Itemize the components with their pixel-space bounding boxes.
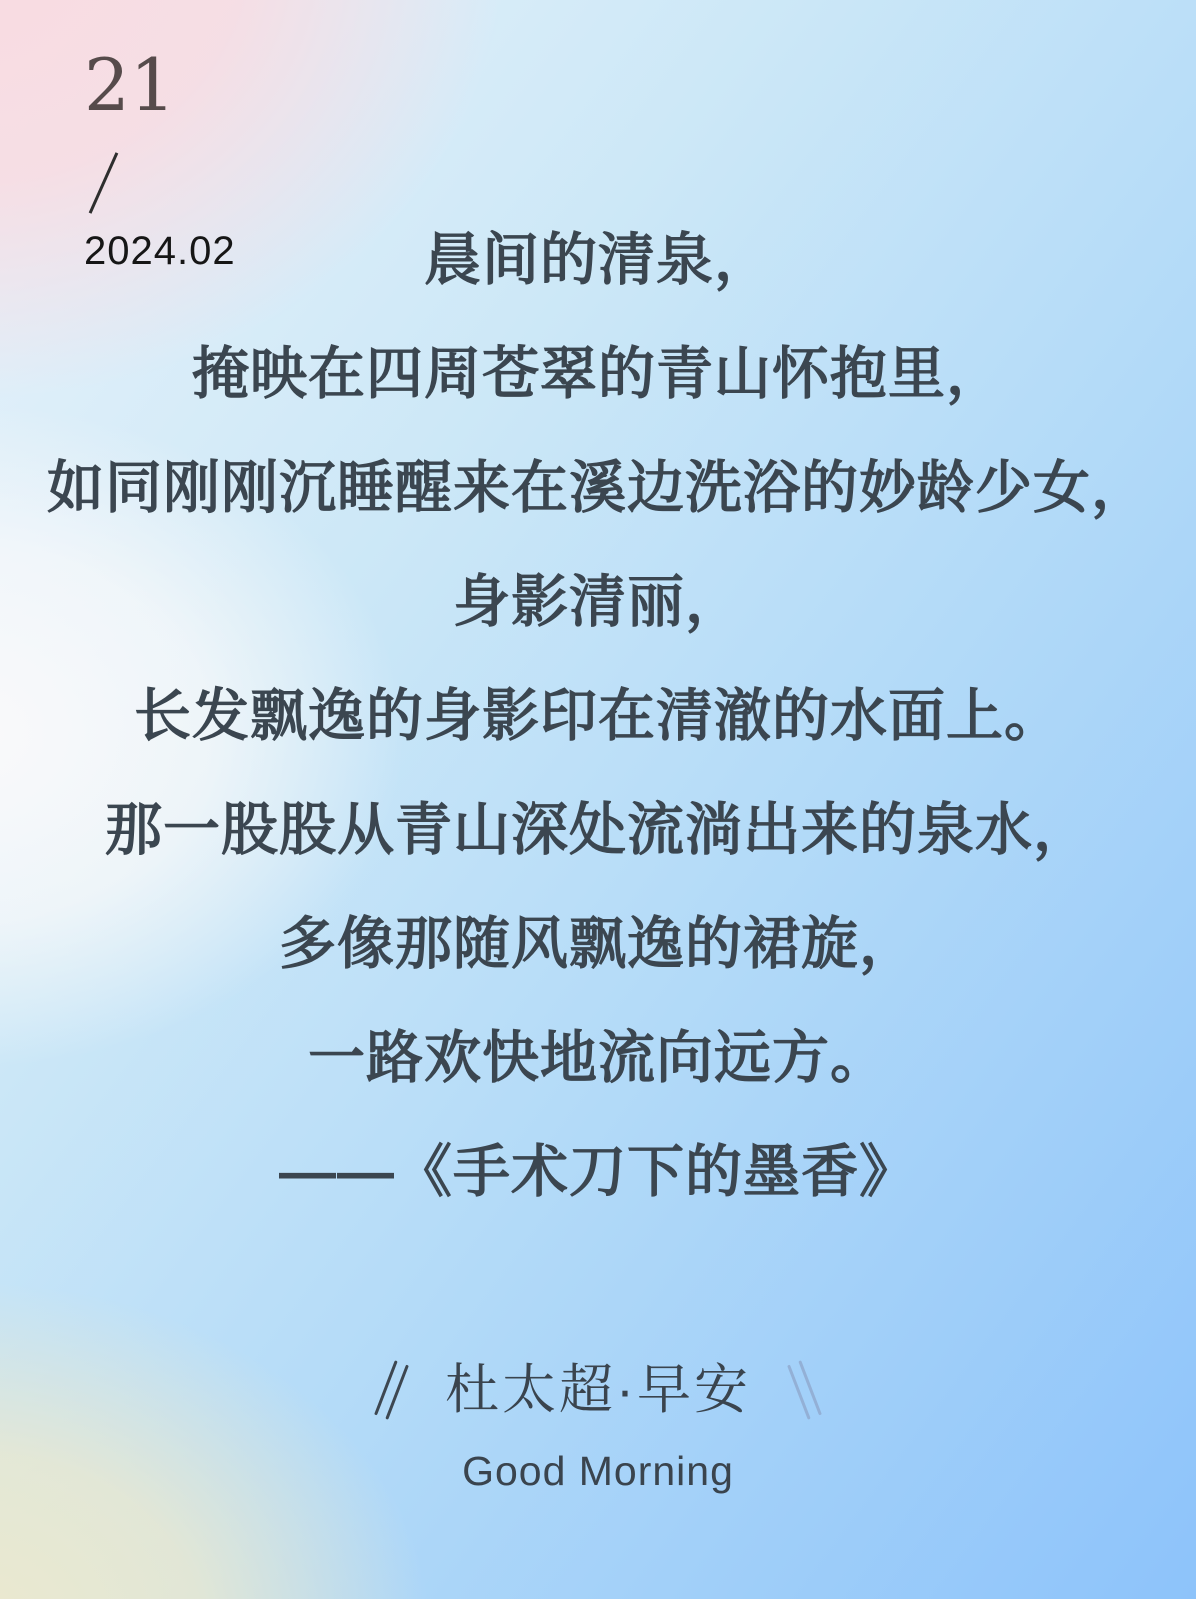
poem-line: 如同刚刚沉睡醒来在溪边洗浴的妙龄少女，: [47, 456, 1149, 520]
author-greeting: 杜太超·早安: [445, 1360, 751, 1420]
poem-line: 一路欢快地流向远方。: [308, 1026, 888, 1090]
poem-line: 掩映在四周苍翠的青山怀抱里，: [192, 342, 1004, 406]
author-greeting-row: [0, 1352, 1196, 1428]
poem-line: 多像那随风飘逸的裙旋，: [279, 912, 917, 976]
poem-attribution: ——《手术刀下的墨香》: [279, 1140, 917, 1204]
poem-line: 身影清丽，: [453, 570, 743, 634]
date-year-month: 2024.02: [84, 229, 236, 273]
double-slash-right-icon: [787, 1360, 822, 1420]
poem-line: 长发飘逸的身影印在清澈的水面上。: [134, 684, 1062, 748]
poem: [0, 203, 1196, 1229]
poem-line: 那一股股从青山深处流淌出来的泉水，: [105, 798, 1091, 862]
english-greeting: Good Morning: [462, 1448, 734, 1494]
poem-line: 晨间的清泉，: [424, 228, 772, 292]
date-day: 21: [84, 43, 176, 127]
double-slash-left-icon: [374, 1360, 409, 1420]
